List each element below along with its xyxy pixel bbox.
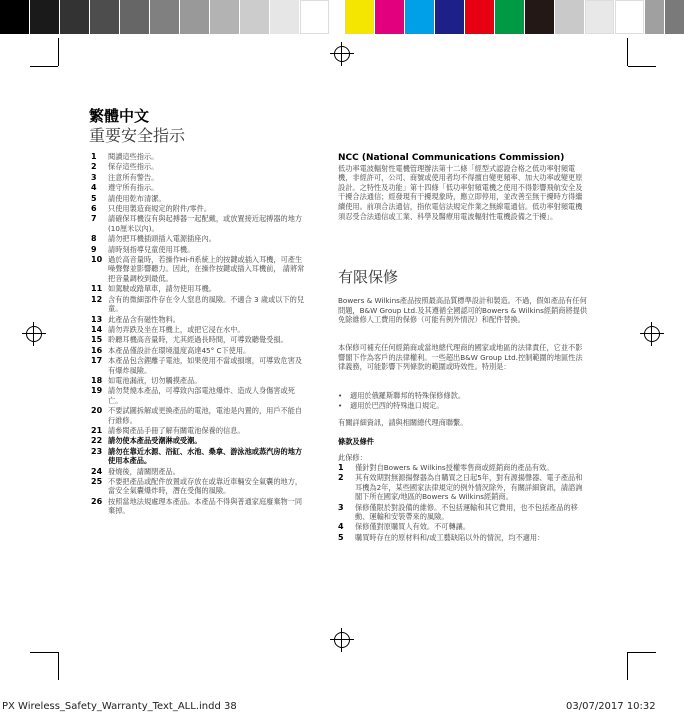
terms-list: [338, 463, 588, 543]
list-item: [91, 325, 308, 334]
item-text: 購買時存在的原材料和/或工藝缺陷以外的情況，均不適用：: [355, 532, 545, 542]
color-swatch: [435, 0, 464, 34]
warranty-paragraph-1: Bowers & Wilkins產品按照最高品質標準設計和製造。不過，假如產品有任何問題，B&W Group Ltd.及其遵循全國認可的Bowers & Wilkins經銷商將提供免除維修人工費用的保修（可能有例外情況）和配件替換。: [338, 296, 588, 325]
list-item: [91, 376, 308, 385]
item-number: 8: [91, 234, 97, 244]
registration-mark-icon: [640, 322, 664, 346]
item-text: 按照當地法規處理本產品。本產品不得與普通家庭廢棄物一同棄掉。: [108, 496, 303, 516]
safety-instructions-list: [91, 152, 308, 517]
item-number: 7: [91, 214, 97, 224]
list-item: [91, 234, 308, 243]
crop-mark: [628, 66, 656, 67]
color-swatch: [465, 0, 494, 34]
gray-swatch: [210, 0, 239, 34]
ncc-title: NCC (National Communications Commission): [338, 153, 565, 163]
item-number: 4: [338, 522, 344, 532]
crop-mark: [30, 66, 58, 67]
color-swatch: [375, 0, 404, 34]
item-text: 其有效期對無源揚聲器為自購買之日起5年，對有源揚聲器、電子產品和耳機為2年，某些國家法律規定的例外情況除外，有關詳細資訊，請諮詢閣下所在國家/地區的Bowers & Wilkins經銷商。: [355, 473, 583, 502]
item-number: 10: [91, 255, 103, 265]
crop-mark: [628, 652, 656, 653]
list-item: [91, 214, 308, 233]
item-number: 25: [91, 477, 103, 486]
item-number: 5: [338, 532, 344, 542]
gray-swatch: [645, 0, 664, 34]
list-item: [91, 204, 308, 213]
item-number: 19: [91, 386, 103, 396]
item-text: 只使用製造商規定的附件/零件。: [108, 204, 212, 214]
item-text: 請勿弄跌及坐在耳機上，或把它浸在水中。: [108, 324, 245, 334]
list-item: [338, 503, 588, 522]
item-number: 9: [91, 244, 97, 254]
item-text: 請使用乾布清潔。: [108, 193, 166, 203]
warranty-paragraph-2: 本保修可補充任何經銷商或當地總代理商的國家或地區的法律責任，它並不影響閣下作為客戶的法律權利。一些超出B&W Group Ltd.控制範圍的地區性法律義務，可能影響下列條款的範圍或時效性。特別是：: [338, 343, 583, 372]
item-text: 注意所有警告。: [108, 172, 159, 182]
list-item: [91, 295, 308, 314]
file-info: PX Wireless_Safety_Warranty_Text_ALL.indd 38: [2, 701, 237, 712]
list-item: [91, 477, 308, 496]
item-text: 請確保耳機沒有與起搏器一起配戴，或放置接近起搏器的地方 (10厘米以內)。: [108, 214, 303, 233]
list-item: [91, 356, 308, 375]
gray-swatch: [270, 0, 299, 34]
item-number: 21: [91, 425, 103, 435]
item-text: 請勿使本產品受潮淋或受潮。: [108, 436, 202, 446]
crop-mark: [627, 652, 628, 680]
item-number: 16: [91, 345, 103, 355]
item-number: 23: [91, 446, 103, 456]
color-swatch: [555, 0, 584, 34]
ncc-section: [338, 154, 588, 221]
gray-swatch: [665, 0, 684, 34]
terms-title: 條款及條件: [338, 437, 374, 446]
item-number: 6: [91, 204, 97, 214]
item-number: 3: [91, 172, 97, 182]
item-text: 保存這些指示。: [108, 162, 159, 172]
item-text: 本產品包含鋰離子電池，如果使用不當或損壞，可導致危害及有爆炸風險。: [108, 356, 303, 375]
bullet-item: • 適用於俄羅斯聯邦的特殊保修條款。: [338, 391, 588, 401]
item-number: 15: [91, 335, 103, 345]
item-number: 1: [338, 463, 344, 472]
item-text: 僅針對自Bowers & Wilkins授權零售商或經銷商的產品有效。: [355, 463, 554, 472]
special-terms-list: [338, 391, 588, 411]
item-number: 20: [91, 406, 103, 416]
item-text: 請勿焚燒本產品，可導致內部電池爆炸、造成人身傷害或死亡。: [108, 386, 295, 405]
terms-intro: 此保修：: [338, 453, 367, 462]
item-number: 18: [91, 375, 103, 385]
item-number: 12: [91, 294, 103, 304]
gray-swatch: [240, 0, 269, 34]
list-item: [338, 463, 588, 472]
item-number: 17: [91, 356, 103, 366]
item-number: 3: [338, 502, 344, 512]
crop-mark: [58, 652, 59, 680]
contact-text: 有關詳細資訊，請與相關總代理商聯繫。: [338, 418, 468, 427]
list-item: [91, 162, 308, 171]
item-number: 13: [91, 314, 103, 324]
list-item: [91, 346, 308, 355]
gray-swatch: [60, 0, 89, 34]
item-text: 不要試圖拆解或更換產品的電池，電池是內置的，用戶不能自行維修。: [108, 406, 303, 425]
item-text: 含有的微細部件存在令人窒息的風險。不適合 3 歲或以下的兒童。: [108, 294, 305, 314]
list-item: [91, 255, 308, 283]
item-text: 過於高音量時，若操作Hi-fi系統上的按鍵或插入耳機，可產生噪聲聲並影響聽力。因此，在操作按鍵或插入耳機前， 請將常把音量調校到最低。: [108, 255, 305, 283]
section-title: 重要安全指示: [89, 126, 186, 145]
color-swatch: [525, 0, 554, 34]
item-text: 發燒後，請關閉產品。: [108, 466, 180, 476]
language-title: 繁體中文: [89, 107, 150, 125]
item-number: 2: [91, 162, 97, 172]
item-number: 2: [338, 473, 344, 483]
item-number: 14: [91, 324, 103, 334]
registration-mark-icon: [330, 42, 354, 66]
list-item: [91, 406, 308, 425]
gray-swatch: [150, 0, 179, 34]
item-text: 本產品僅設計在環境溫度高達45° C下使用。: [108, 345, 251, 355]
list-item: [91, 245, 308, 254]
list-item: [91, 173, 308, 182]
registration-mark-icon: [22, 322, 46, 346]
item-number: 26: [91, 496, 103, 506]
list-item: [91, 467, 308, 476]
gray-swatch: [120, 0, 149, 34]
list-item: [91, 194, 308, 203]
crop-mark: [30, 652, 58, 653]
item-number: 11: [91, 284, 103, 294]
gray-swatch: [90, 0, 119, 34]
list-item: [91, 436, 308, 445]
crop-mark: [627, 38, 628, 66]
gray-swatch: [180, 0, 209, 34]
color-swatch: [615, 0, 644, 34]
item-text: 請勿在靠近水源、浴缸、水池、桑拿、游泳池或蒸汽房的地方使用本產品。: [108, 446, 303, 466]
list-item: [338, 473, 588, 501]
item-text: 請時刻指導兒童使用耳機。: [108, 244, 195, 254]
item-text: 聆聽耳機高音量時，尤其經過長時間，可導致聽覺受損。: [108, 335, 288, 345]
print-date: 03/07/2017 10:32: [566, 701, 656, 712]
item-text: 此產品含有磁性物料。: [108, 314, 180, 324]
item-text: 閱讀這些指示。: [108, 152, 159, 161]
list-item: [91, 183, 308, 192]
item-text: 保修僅限於對設備的維修。不包括運輸和其它費用，也不包括產品的移動、運輸和安裝帶來的風險。: [355, 502, 578, 522]
ncc-text: 低功率電波輻射性電機管理辦法第十二條「經型式認證合格之低功率射頻電機，非經許可，公司、商號或使用者均不得擅自變更頻率、加大功率或變更原設計。之特性及功能」第十四條「低功率射頻電機之使用不得影響飛航安全及干擾合法通信；經發現有干擾現象時，應立即停用，並改善至無干擾時方得繼續使用。前項合法通信，指依電信法規定作業之無線電通信。低功率射頻電機須忍受合法通信或工業、科學及醫療用電波輻射性電機設備之干擾」。: [338, 163, 583, 221]
color-swatch: [405, 0, 434, 34]
list-item: [91, 315, 308, 324]
item-text: 保修僅對原購買人有效。不可轉讓。: [355, 522, 471, 532]
list-item: [91, 447, 308, 466]
list-item: [91, 426, 308, 435]
item-number: 1: [91, 152, 97, 161]
list-item: [91, 497, 308, 516]
color-swatch: [345, 0, 374, 34]
bullet-item: • 適用於巴西的特殊進口規定。: [338, 401, 588, 411]
item-text: 請勿把耳機插頭插入電源插座內。: [108, 234, 216, 244]
list-item: [91, 284, 308, 293]
gray-swatch: [30, 0, 59, 34]
list-item: [91, 152, 308, 161]
item-text: 請參閱產品手冊了解有關電池保養的信息。: [108, 425, 245, 435]
item-text: 如駕駛或踏單車，請勿使用耳機。: [108, 284, 216, 294]
warranty-title: 有限保修: [338, 268, 399, 286]
item-number: 24: [91, 466, 103, 476]
item-number: 4: [91, 183, 97, 193]
gray-swatch: [300, 0, 329, 34]
list-item: [338, 522, 588, 531]
item-text: 如電池漏液，切勿觸摸產品。: [108, 375, 202, 385]
item-text: 遵守所有指示。: [108, 183, 159, 193]
gray-swatch: [0, 0, 29, 34]
item-number: 5: [91, 193, 97, 203]
item-number: 22: [91, 436, 103, 446]
item-text: 不要把產品或配件放置或存放在或靠近車輛安全氣囊的地方，當安全氣囊爆炸時，潛在受傷的風險。: [108, 477, 303, 496]
color-swatch: [585, 0, 614, 34]
crop-mark: [58, 38, 59, 66]
list-item: [338, 533, 588, 542]
registration-mark-icon: [330, 628, 354, 652]
color-swatch: [495, 0, 524, 34]
list-item: [91, 386, 308, 405]
list-item: [91, 335, 308, 344]
